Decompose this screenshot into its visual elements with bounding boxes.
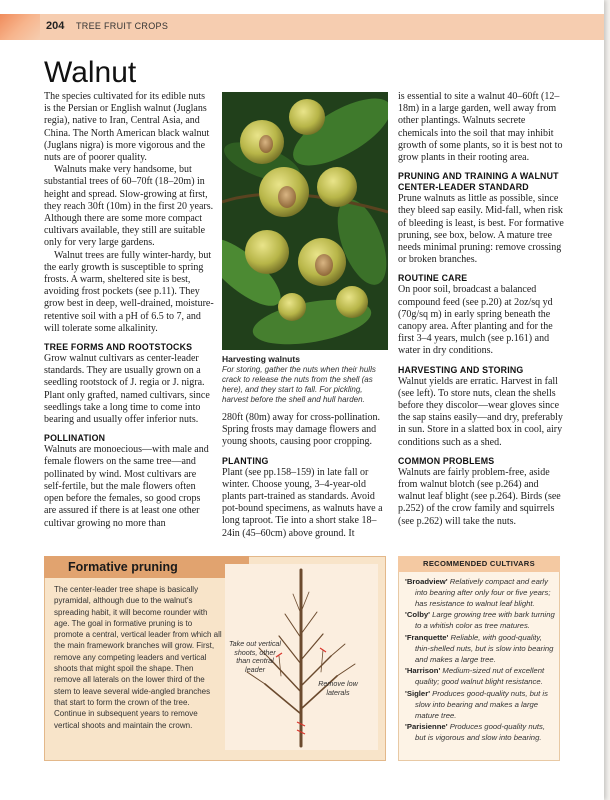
- walnut-tree-illustration: [222, 92, 388, 350]
- tree-forms-text: Grow walnut cultivars as center-leader standards. They are usually grown on a seedling rootstock of J. regia or J. nigra. Plant only grafted, named cultivars, since seedlings take a long time to come into bearing and usually offer inferior nuts.: [44, 353, 210, 426]
- cultivar-name: 'Harrison': [405, 666, 441, 676]
- routine-care-text: On poor soil, broadcast a balanced compound feed (see p.20) at 2oz/sq yd (70g/sq m) in early spring beneath the canopy area. After planting and for the first 3–4 years, mulch (see p.161) and water in dry conditions.: [398, 284, 553, 357]
- pollination-text: Walnuts are monoecious—with male and female flowers on the same tree—and pollinated by wind. Most cultivars are self-fertile, but the male flowers often open before the females, so good crops are assured if there is at least one other cultivar growing no more than: [44, 444, 209, 529]
- section-title: TREE FRUIT CROPS: [76, 21, 169, 31]
- page-title: Walnut: [44, 56, 137, 89]
- cultivar-description: Large growing tree with bark turning to a whitish color as tree matures.: [415, 610, 555, 631]
- cultivar-list: [405, 577, 555, 745]
- cultivar-item: [405, 689, 555, 721]
- formative-pruning-text: The center-leader tree shape is basically pyramidal, although due to the walnut's spreading habit, it will become rounder with age. The goal in formative pruning is to promote a central, vertical leader from which all the main framework branches will grow. First, remove any competing leaders and vertical shoots that might spoil the shape. Then remove all laterals on the lower third of the stem to leave several wide-angled branches that start to form the crown of the tree. Continue in subsequent years to remove vertical shoots and maintain the crown.: [54, 585, 222, 730]
- cultivar-item: [405, 666, 555, 688]
- cultivar-name: 'Colby': [405, 610, 431, 620]
- header-corner-decoration: [0, 14, 40, 40]
- pruning-heading-line-2: CENTER-LEADER STANDARD: [398, 182, 529, 193]
- cultivar-item: [405, 577, 555, 609]
- cultivar-description: Medium-sized nut of excellent quality; good walnut blight resistance.: [415, 666, 545, 687]
- intro-paragraph-1: The species cultivated for its edible nuts is the Persian or English walnut (Juglans regia), native to Iran, Central Asia, and China. The North American black walnut (Juglans nigra) is more vigorous and the nuts are of poorer quality.: [44, 91, 210, 164]
- intro-paragraph-3: Walnut trees are fully winter-hardy, but the early growth is susceptible to spring frosts. A warm, sheltered site is best, avoiding frost pockets (see p.11). They grow best in deep, well-drained, moisture-retentive soil with a pH of 6.5 to 7, and will tolerate some alkalinity.: [44, 249, 214, 334]
- walnut-photo: [222, 92, 388, 350]
- page-header: [0, 14, 604, 40]
- formative-pruning-title: Formative pruning: [68, 560, 178, 574]
- photo-caption: For storing, gather the nuts when their hulls crack to release the nuts from the shell (as here), and they start to fall. For pickling, harvest before the shell and hull harden.: [222, 365, 376, 404]
- page-number: 204: [46, 20, 65, 32]
- column-3: [398, 91, 564, 528]
- pruning-heading-line-1: PRUNING AND TRAINING A WALNUT: [398, 171, 559, 182]
- routine-care-heading: ROUTINE CARE: [398, 273, 468, 284]
- cultivar-name: 'Parisienne': [405, 722, 448, 732]
- cultivar-name: 'Broadview': [405, 577, 448, 586]
- pruning-text: Prune walnuts as little as possible, since they bleed sap easily. Mid-fall, when risk of bleeding is least, is best. For formative pruning, see box, below. A mature tree needs minimal pruning: remove crossing or broken branches.: [398, 193, 564, 266]
- harvesting-heading: HARVESTING AND STORING: [398, 364, 524, 375]
- column-2: [222, 412, 390, 540]
- cultivar-description: Produces good-quality nuts, but is slow into bearing and makes a large mature tree.: [415, 688, 548, 720]
- recommended-cultivars-heading: RECOMMENDED CULTIVARS: [398, 556, 560, 572]
- pollination-heading: POLLINATION: [44, 433, 106, 444]
- pollination-continued-text: 280ft (80m) away for cross-pollination. Spring frosts may damage flowers and young shoots, causing poor cropping.: [222, 412, 381, 448]
- common-problems-text: Walnuts are fairly problem-free, aside from walnut blotch (see p.264) and walnut leaf blight (see p.264). Birds (see p.252) of the crow family and squirrels (see p.262) will take the nuts.: [398, 466, 561, 527]
- common-problems-heading: COMMON PROBLEMS: [398, 455, 495, 466]
- cultivar-item: [405, 610, 555, 632]
- photo-caption-title: Harvesting walnuts: [222, 354, 300, 364]
- tree-forms-heading: TREE FORMS AND ROOTSTOCKS: [44, 342, 193, 353]
- formative-pruning-title-bar: [44, 556, 249, 578]
- intro-paragraph-2: Walnuts make very handsome, but substantial trees of 60–70ft (18–20m) in height and spread. Slow-growing at first, they reach 30ft (10m) in the first 20 years. Although there are some more compact cultivars available, they still are suitable only for very large gardens.: [44, 164, 214, 249]
- site-text: is essential to site a walnut 40–60ft (12–18m) in a large garden, well away from other plantings. Walnuts secrete chemicals into the soil that may inhibit growth of some plants, so it is best not to grow plants in their rooting area.: [398, 91, 563, 164]
- cultivar-description: Produces good-quality nuts, but is vigorous and slow into bearing.: [415, 722, 545, 743]
- tree-label-take-out: Take out vertical shoots, other than central leader: [228, 639, 282, 674]
- tree-label-remove-laterals: Remove low laterals: [318, 679, 358, 697]
- harvesting-text: Walnut yields are erratic. Harvest in fall (see left). To store nuts, clean the shells before they discolor—wear gloves since the sap stains easily—and dry, preferably in sun. Store in a slatted box in cool, airy conditions such as a shed.: [398, 375, 563, 448]
- cultivar-item: [405, 633, 555, 665]
- cultivar-description: Reliable, with good-quality, thin-shelled nuts, but is slow into bearing and makes a large tree.: [415, 632, 554, 664]
- cultivar-name: 'Sigler': [405, 688, 431, 698]
- cultivar-description: Relatively compact and early into bearing after only four or five years; has resistance to walnut leaf blight.: [415, 577, 551, 608]
- column-1: [44, 91, 214, 530]
- cultivar-item: [405, 722, 555, 744]
- planting-text: Plant (see pp.158–159) in late fall or winter. Choose young, 3–4-year-old plants part-trained as standards. Avoid pot-bound specimens, as walnuts have a long taproot. Tie into a short stake 18–24in (45–60cm) above ground. It: [222, 466, 383, 539]
- planting-heading: PLANTING: [222, 455, 269, 466]
- cultivar-name: 'Franquette': [405, 632, 449, 642]
